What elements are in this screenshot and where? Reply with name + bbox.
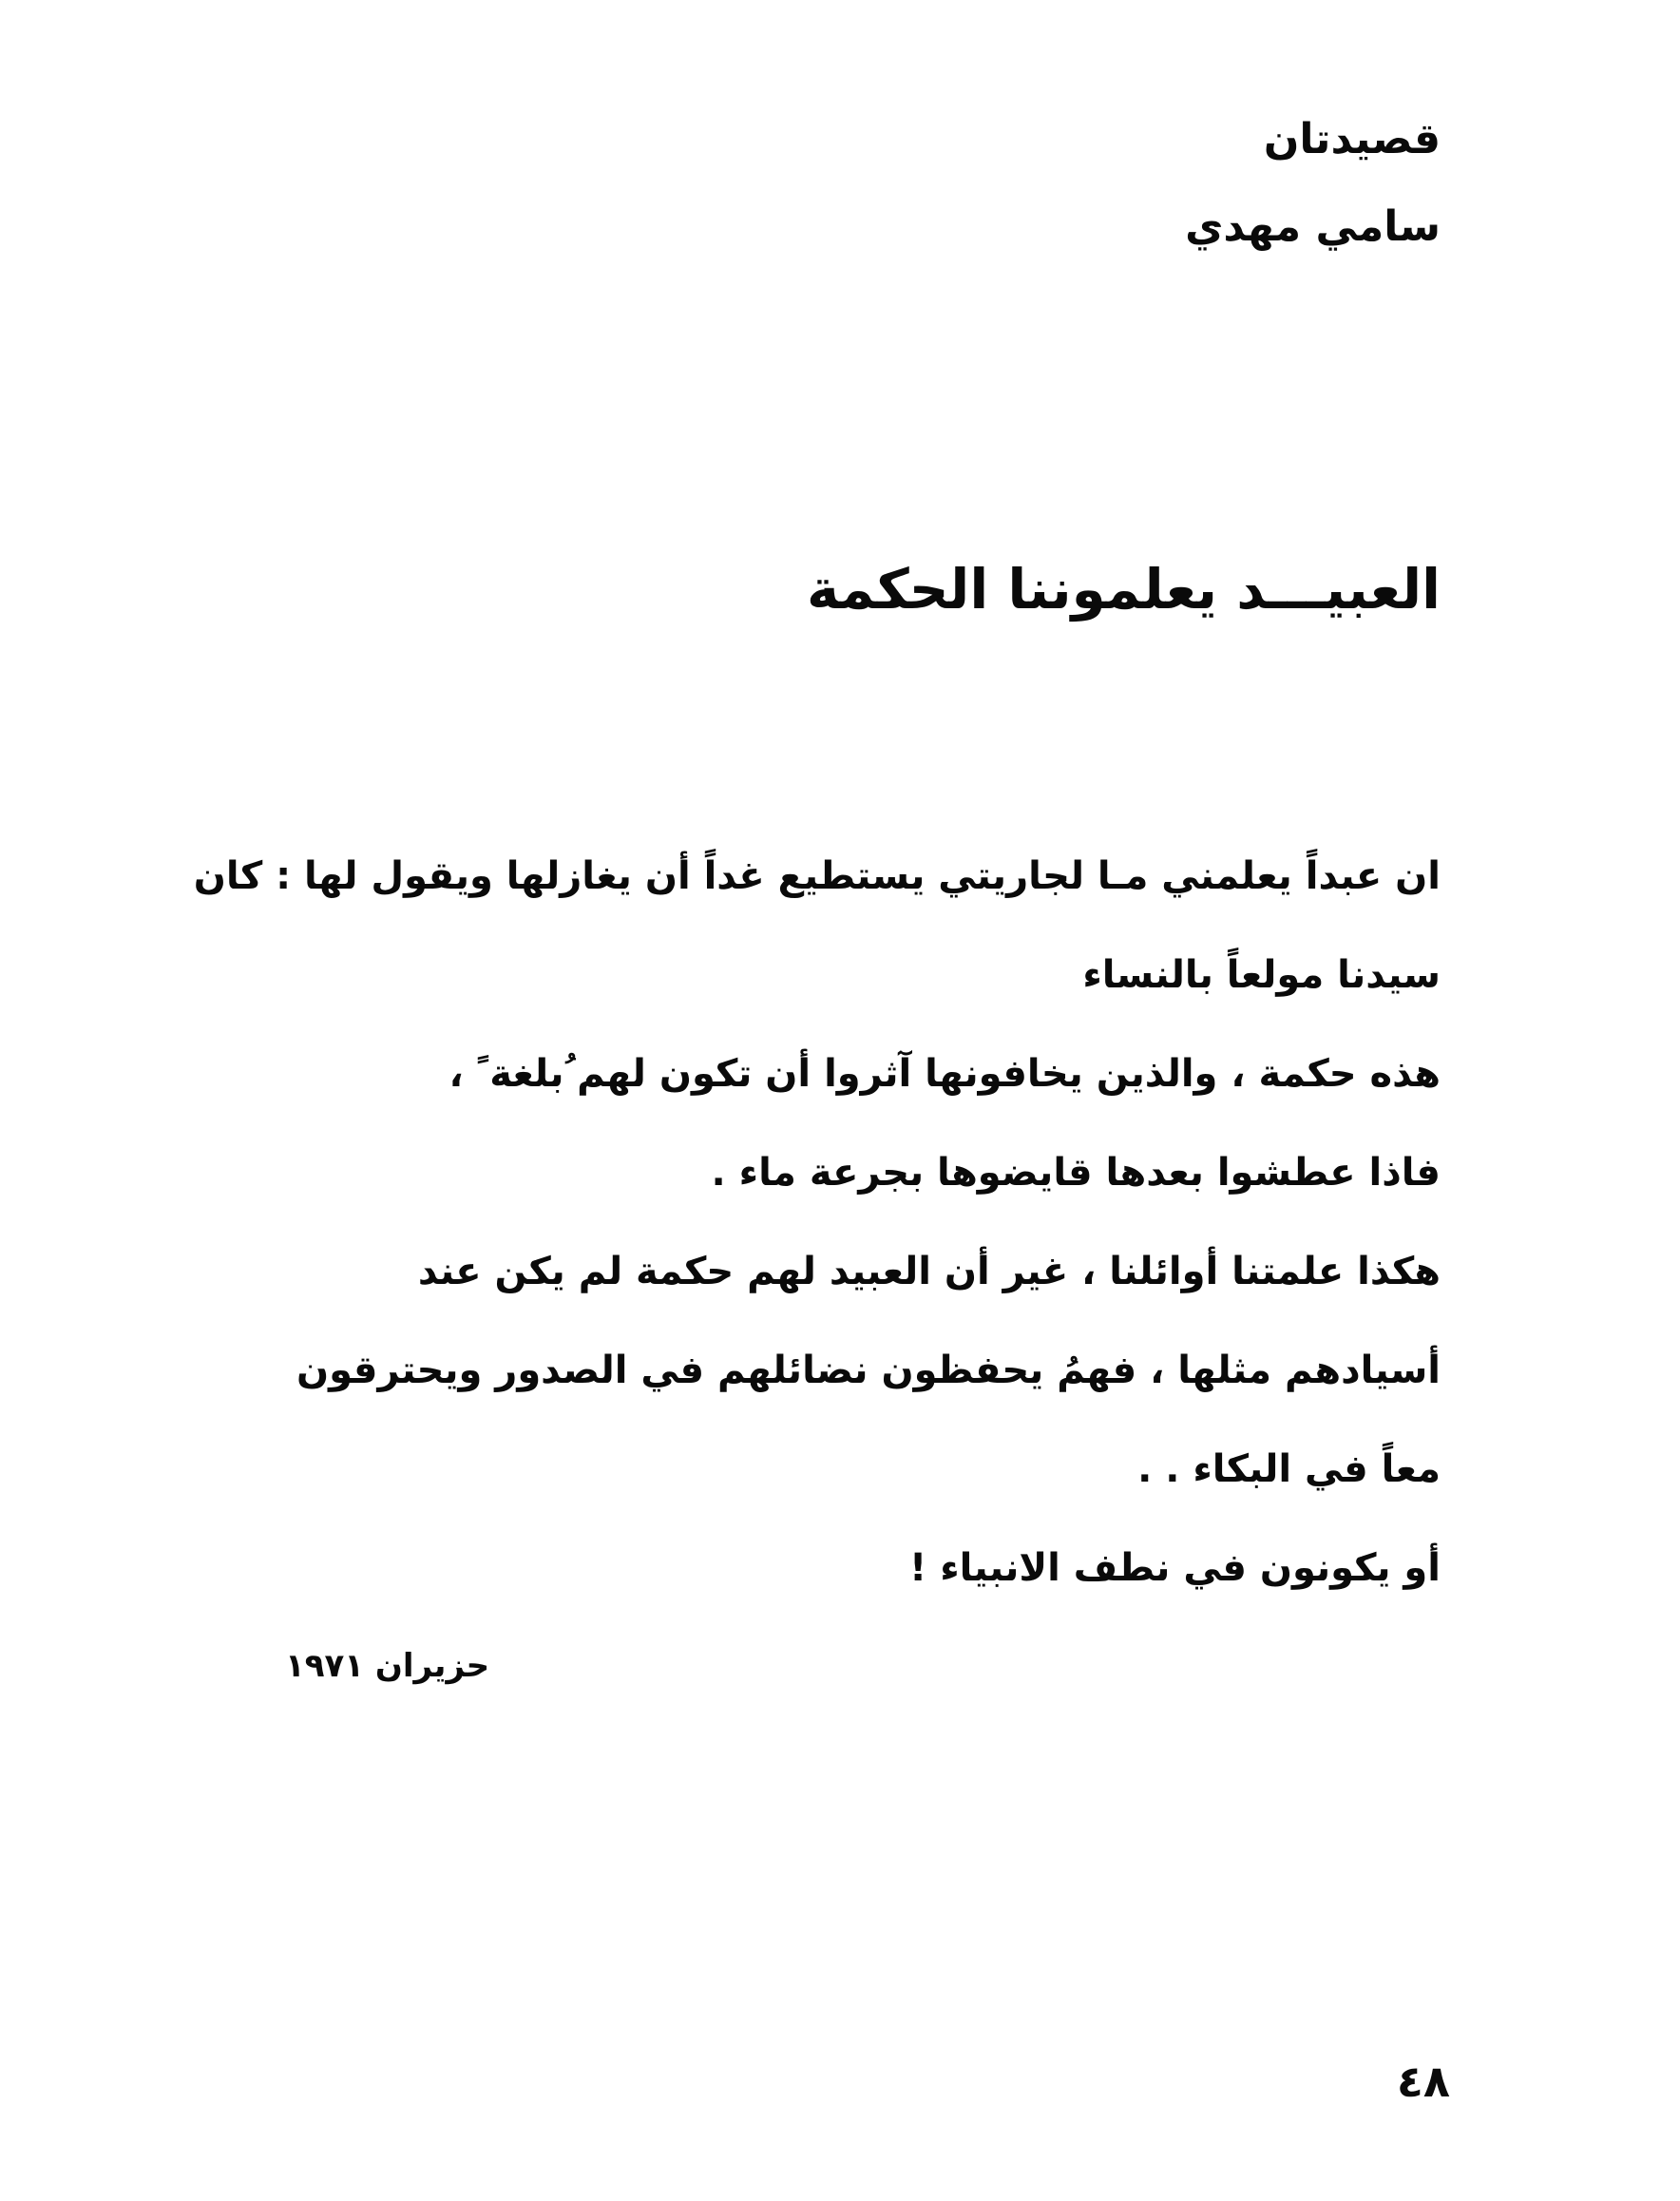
poem-title: العبيـــد يعلموننا الحكمة [806,557,1441,622]
page-number: ٤٨ [1396,2056,1450,2107]
poem-line: سيدنا مولعاً بالنساء [1082,953,1441,997]
page-header [775,106,1441,260]
poem-line: فاذا عطشوا بعدها قايضوها بجرعة ماء . [711,1151,1441,1195]
poem-line: أسيادهم مثلها ، فهمُ يحفظون نضائلهم في الصدور ويحترقون [296,1349,1441,1392]
poem-line: أو يكونون في نطف الانبياء ! [909,1546,1441,1590]
poem-date: حزيران ١٩٧١ [285,1647,490,1685]
poem-line: ان عبداً يعلمني مـا لجاريتي يستطيع غداً أن يغازلها ويقول لها : كان [193,854,1441,898]
poem-line: هكذا علمتنا أوائلنا ، غير أن العبيد لهم حكمة لم يكن عند [417,1250,1441,1293]
poem-line: معاً في البكاء . . [1137,1447,1441,1491]
author-name: سامي مهدي [1185,202,1441,251]
section-label: قصيدتان [1263,115,1441,163]
poem-body [193,827,1441,1617]
poem-line: هذه حكمة ، والذين يخافونها آثروا أن تكون لهم ُبلغة ً ، [449,1052,1441,1096]
